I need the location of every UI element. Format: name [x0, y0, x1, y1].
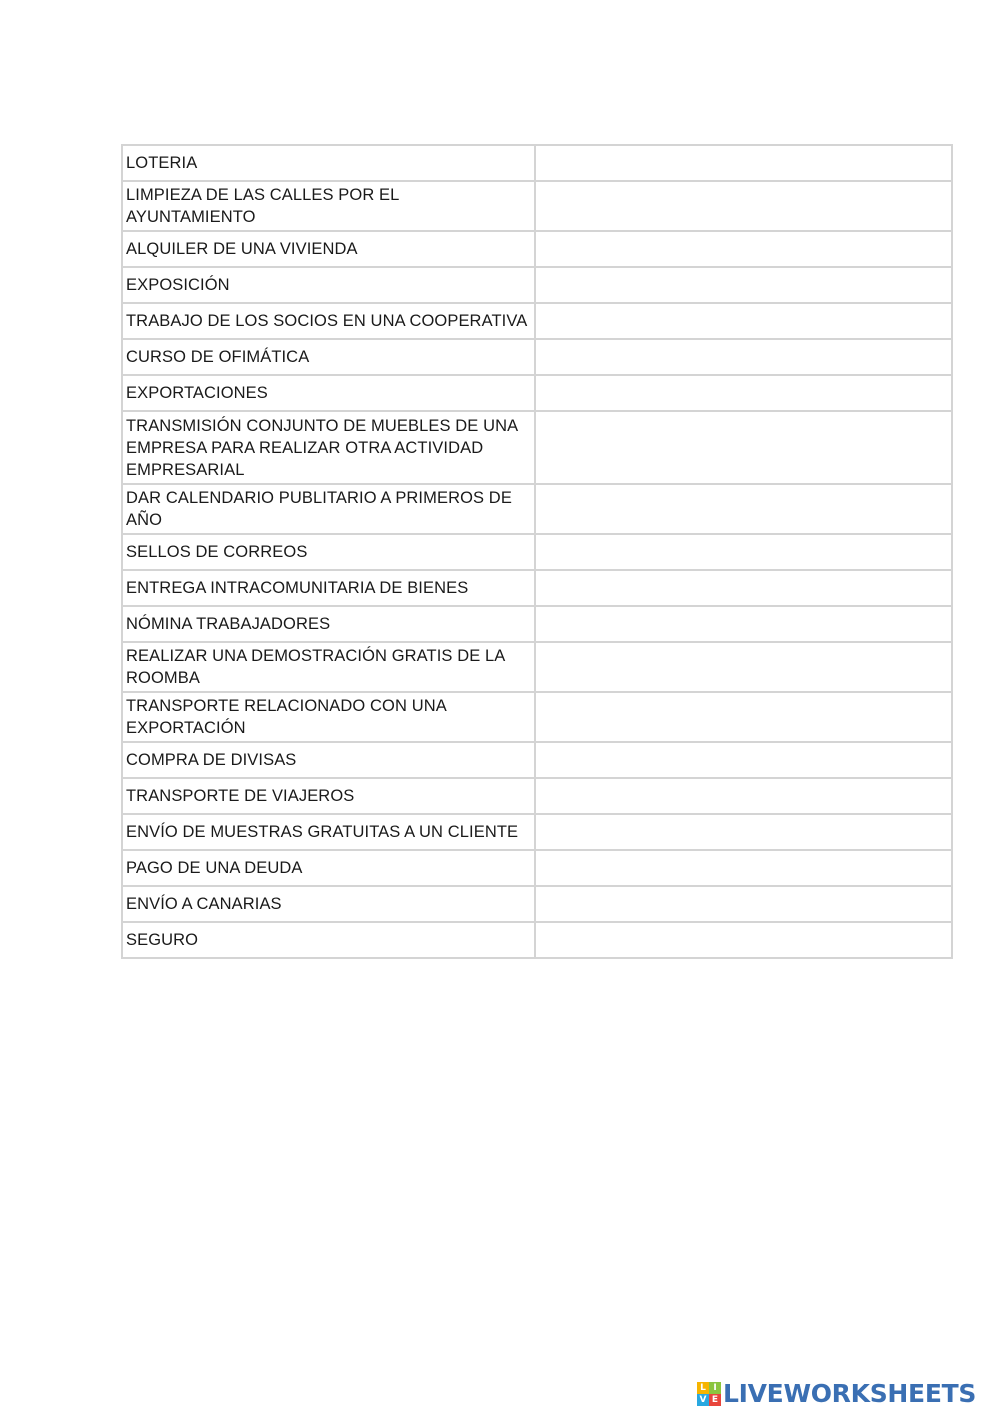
- table-row: [122, 303, 952, 339]
- table-row: [122, 642, 952, 692]
- item-cell: DAR CALENDARIO PUBLITARIO A PRIMEROS DE AÑO: [122, 484, 535, 534]
- table-row: [122, 692, 952, 742]
- table-row: [122, 814, 952, 850]
- answer-cell[interactable]: [535, 570, 952, 606]
- table-row: [122, 886, 952, 922]
- liveworksheets-brand: [697, 1380, 976, 1408]
- brand-name: LIVEWORKSHEETS: [723, 1379, 977, 1408]
- item-cell: EXPORTACIONES: [122, 375, 535, 411]
- table-row: [122, 534, 952, 570]
- table-row: [122, 484, 952, 534]
- item-cell: SELLOS DE CORREOS: [122, 534, 535, 570]
- item-cell: TRABAJO DE LOS SOCIOS EN UNA COOPERATIVA: [122, 303, 535, 339]
- item-cell: SEGURO: [122, 922, 535, 958]
- logo-letter: I: [709, 1382, 721, 1394]
- answer-cell[interactable]: [535, 850, 952, 886]
- table-row: [122, 570, 952, 606]
- answer-cell[interactable]: [535, 814, 952, 850]
- worksheet-table: [121, 144, 953, 959]
- table-row: [122, 742, 952, 778]
- item-cell: ALQUILER DE UNA VIVIENDA: [122, 231, 535, 267]
- answer-cell[interactable]: [535, 267, 952, 303]
- table-row: [122, 411, 952, 484]
- item-cell: REALIZAR UNA DEMOSTRACIÓN GRATIS DE LA ROOMBA: [122, 642, 535, 692]
- answer-cell[interactable]: [535, 692, 952, 742]
- logo-letter: V: [697, 1394, 709, 1406]
- answer-cell[interactable]: [535, 484, 952, 534]
- answer-cell[interactable]: [535, 303, 952, 339]
- table-row: [122, 606, 952, 642]
- item-cell: ENTREGA INTRACOMUNITARIA DE BIENES: [122, 570, 535, 606]
- table-row: [122, 850, 952, 886]
- logo-letter: L: [697, 1382, 709, 1394]
- table-row: [122, 145, 952, 181]
- answer-cell[interactable]: [535, 534, 952, 570]
- table-row: [122, 231, 952, 267]
- answer-cell[interactable]: [535, 375, 952, 411]
- answer-cell[interactable]: [535, 231, 952, 267]
- item-cell: NÓMINA TRABAJADORES: [122, 606, 535, 642]
- answer-cell[interactable]: [535, 145, 952, 181]
- table-row: [122, 375, 952, 411]
- item-cell: TRANSPORTE DE VIAJEROS: [122, 778, 535, 814]
- table-row: [122, 181, 952, 231]
- item-cell: ENVÍO A CANARIAS: [122, 886, 535, 922]
- item-cell: TRANSMISIÓN CONJUNTO DE MUEBLES DE UNA EMPRESA PARA REALIZAR OTRA ACTIVIDAD EMPRESARIAL: [122, 411, 535, 484]
- answer-cell[interactable]: [535, 606, 952, 642]
- item-cell: TRANSPORTE RELACIONADO CON UNA EXPORTACIÓN: [122, 692, 535, 742]
- logo-letter: E: [709, 1394, 721, 1406]
- answer-cell[interactable]: [535, 181, 952, 231]
- table-row: [122, 778, 952, 814]
- table-row: [122, 922, 952, 958]
- item-cell: CURSO DE OFIMÁTICA: [122, 339, 535, 375]
- answer-cell[interactable]: [535, 742, 952, 778]
- answer-cell[interactable]: [535, 922, 952, 958]
- item-cell: EXPOSICIÓN: [122, 267, 535, 303]
- answer-cell[interactable]: [535, 411, 952, 484]
- answer-cell[interactable]: [535, 778, 952, 814]
- answer-cell[interactable]: [535, 339, 952, 375]
- table-row: [122, 339, 952, 375]
- item-cell: ENVÍO DE MUESTRAS GRATUITAS A UN CLIENTE: [122, 814, 535, 850]
- answer-cell[interactable]: [535, 642, 952, 692]
- liveworksheets-logo-icon: [697, 1382, 721, 1406]
- item-cell: LOTERIA: [122, 145, 535, 181]
- answer-cell[interactable]: [535, 886, 952, 922]
- item-cell: PAGO DE UNA DEUDA: [122, 850, 535, 886]
- item-cell: LIMPIEZA DE LAS CALLES POR EL AYUNTAMIENTO: [122, 181, 535, 231]
- item-cell: COMPRA DE DIVISAS: [122, 742, 535, 778]
- table-row: [122, 267, 952, 303]
